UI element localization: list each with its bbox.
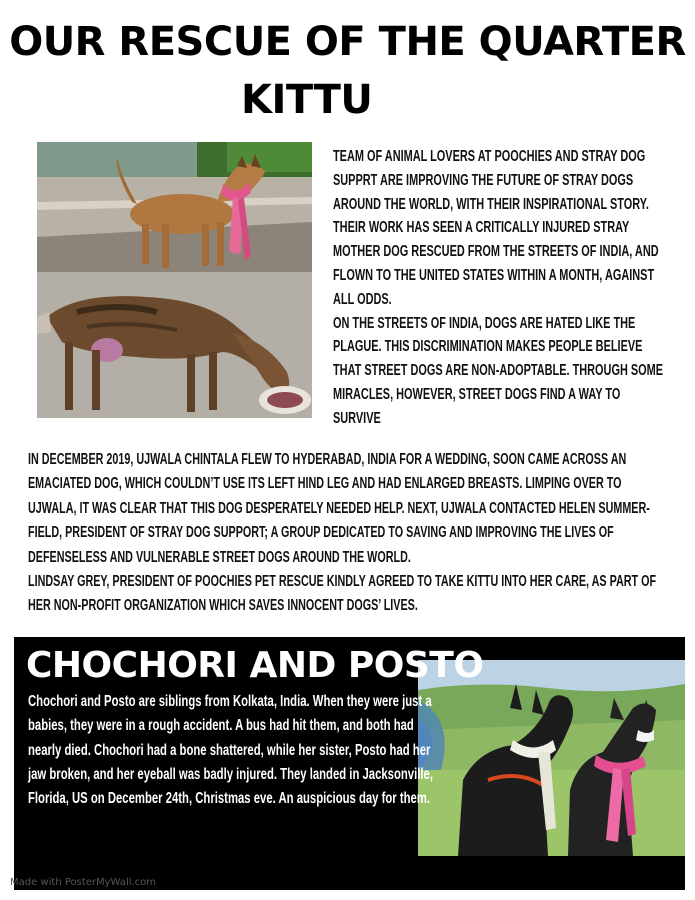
kittu-standing-photo bbox=[37, 142, 312, 272]
story-paragraph-1: IN DECEMBER 2019, UJWALA CHINTALA FLEW TO HYDERABAD, INDIA FOR A WEDDING, SOON CAME ACROSS AN EMACIATED DOG, WHICH COULDN’T USE ITS LEFT HIND LEG AND HAD ENLARGED BREASTS. LIMPING OVER TO UJWALA, IT WAS CLEAR THAT THIS DOG DESPERATELY NEEDED HELP. NEXT, UJWALA CONTACTED HELEN SUMMER-FIELD, PRESIDENT OF STRAY DOG SUPPORT; A GROUP DEDICATED TO SAVING AND IMPROVING THE LIVES OF DEFENSELESS AND VULNERABLE STREET DOGS AROUND THE WORLD. bbox=[28, 451, 650, 566]
section-heading: CHOCHORI AND POSTO bbox=[26, 645, 484, 686]
page-subtitle: KITTU bbox=[241, 77, 373, 123]
chochori-posto-photo bbox=[418, 660, 685, 856]
kittu-paragraph-1: TEAM OF ANIMAL LOVERS AT POOCHIES AND STRAY DOG SUPPRT ARE IMPROVING THE FUTURE OF STRAY DOGS AROUND THE WORLD, WITH THEIR INSPIRATIONAL STORY. THEIR WORK HAS SEEN A CRITICALLY INJURED STRAY MOTHER DOG RESCUED FROM THE STREETS OF INDIA, AND FLOWN TO THE UNITED STATES WITHIN A MONTH, AGAINST ALL ODDS. bbox=[333, 148, 659, 308]
kittu-intro-text bbox=[333, 145, 664, 431]
chochori-paragraph: Chochori and Posto are siblings from Kolkata, India. When they were just a babies, they were in a rough accident. A bus had hit them, and both had nearly died. Chochori had a bone shattered, while her sister, Posto had her jaw broken, and her eyeball was badly injured. They landed in Jacksonville, Florida, US on December 24th, Christmas eve. An auspicious day for them. bbox=[28, 693, 433, 808]
kittu-eating-photo bbox=[37, 272, 312, 418]
page-title: OUR RESCUE OF THE QUARTER bbox=[9, 19, 686, 65]
kittu-paragraph-2: ON THE STREETS OF INDIA, DOGS ARE HATED LIKE THE PLAGUE. THIS DISCRIMINATION MAKES PEOPLE BELIEVE THAT STREET DOGS ARE NON-ADOPTABLE. THROUGH SOME MIRACLES, HOWEVER, STREET DOGS FIND A WAY TO SURVIVE bbox=[333, 314, 664, 427]
story-paragraph-2: LINDSAY GREY, PRESIDENT OF POOCHIES PET RESCUE KINDLY AGREED TO TAKE KITTU INTO HER CARE, AS PART OF HER NON-PROFIT ORGANIZATION WHICH SAVES INNOCENT DOGS’ LIVES. bbox=[28, 573, 657, 615]
watermark: Made with PosterMyWall.com bbox=[10, 877, 157, 888]
kittu-story-text bbox=[28, 448, 657, 619]
